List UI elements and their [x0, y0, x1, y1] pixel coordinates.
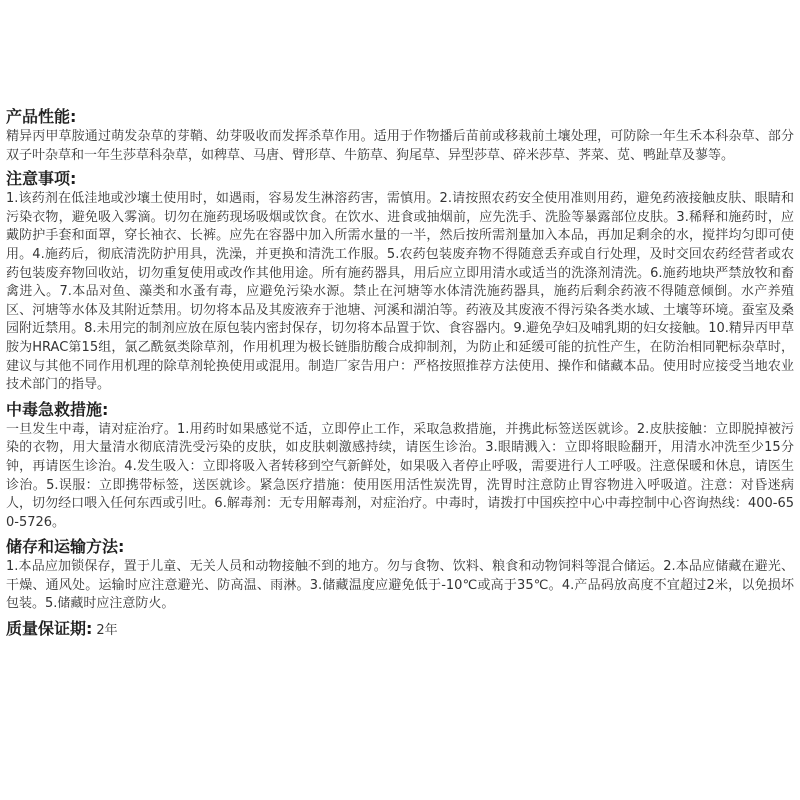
text-precautions: 1.该药剂在低洼地或沙壤土使用时，如遇雨，容易发生淋溶药害，需慎用。2.请按照农药安全使用准则用药，避免药液接触皮肤、眼睛和污染衣物，避免吸入雾滴。切勿在施药现场吸烟或饮食。在饮水、进食或抽烟前，应先洗手、洗脸等暴露部位皮肤。3.稀释和施药时，应戴防护手套和面罩，穿长袖衣、长裤。应先在容器中加入所需水量的一半，然后按所需剂量加入本品，再加足剩余的水，搅拌均匀即可使用。4.施药后，彻底清洗防护用具，洗澡，并更换和清洗工作服。5.农药包装废弃物不得随意丢弃或自行处理，及时交回农药经营者或农药包装废弃物回收站，切勿重复使用或改作其他用途。所有施药器具，用后应立即用清水或适当的洗涤剂清洗。6.施药地块严禁放牧和畜禽进入。7.本品对鱼、藻类和水蚤有毒，应避免污染水源。禁止在河塘等水体清洗施药器具，施药后剩余药液不得随意倾倒。水产养殖区、河塘等水体及其附近禁用。切勿将本品及其废液弃于池塘、河溪和湖泊等。药液及其废液不得污染各类水域、土壤等环境。蚕室及桑园附近禁用。8.未用完的制剂应放在原包装内密封保存，切勿将本品置于饮、食容器内。9.避免孕妇及哺乳期的妇女接触。10.精异丙甲草胺为HRAC第15组，氯乙酰氨类除草剂，作用机理为极长链脂肪酸合成抑制剂，为防止和延缓可能的抗性产生，在防治相同靶标杂草时，建议与其他不同作用机理的除草剂轮换使用或混用。制造厂家告用户：严格按照推荐方法使用、操作和储藏本品。使用时应接受当地农业技术部门的指导。: [6, 191, 794, 393]
section-product-performance: [6, 106, 794, 165]
heading-first-aid: 中毒急救措施:: [6, 399, 109, 419]
section-warranty: [6, 618, 794, 640]
heading-precautions: 注意事项:: [6, 169, 77, 189]
section-first-aid: [6, 399, 794, 533]
warranty-value: 2年: [96, 623, 118, 639]
text-first-aid: 一旦发生中毒，请对症治疗。1.用药时如果感觉不适，立即停止工作，采取急救措施，并携此标签送医就诊。2.皮肤接触：立即脱掉被污染的衣物，用大量清水彻底清洗受污染的皮肤，如皮肤刺激感持续，请医生诊治。3.眼睛溅入：立即将眼睑翻开，用清水冲洗至少15分钟，再请医生诊治。4.发生吸入：立即将吸入者转移到空气新鲜处，如果吸入者停止呼吸，需要进行人工呼吸。注意保暖和休息，请医生诊治。5.误服：立即携带标签，送医就诊。紧急医疗措施：使用医用活性炭洗胃，洗胃时注意防止胃容物进入呼吸道。注意：对昏迷病人，切勿经口喂入任何东西或引吐。6.解毒剂：无专用解毒剂，对症治疗。中毒时，请拨打中国疾控中心中毒控制中心咨询热线：400-650-5726。: [6, 421, 794, 530]
section-storage-transport: [6, 536, 794, 614]
section-precautions: [6, 168, 794, 395]
heading-product-performance: 产品性能:: [6, 107, 77, 126]
heading-warranty: 质量保证期:: [6, 619, 93, 639]
text-product-performance: 精异丙甲草胺通过萌发杂草的芽鞘、幼芽吸收而发挥杀草作用。适用于作物播后苗前或移栽前土壤处理，可防除一年生禾本科杂草、部分双子叶杂草和一年生莎草科杂草，如稗草、马唐、臂形草、牛筋草、狗尾草、异型莎草、碎米莎草、荠菜、苋、鸭趾草及蓼等。: [6, 129, 794, 163]
heading-storage-transport: 储存和运输方法:: [6, 537, 125, 557]
text-storage-transport: 1.本品应加锁保存，置于儿童、无关人员和动物接触不到的地方。勿与食物、饮料、粮食和动物饲料等混合储运。2.本品应储藏在避光、干燥、通风处。运输时应注意避光、防高温、雨淋。3.储藏温度应避免低于-10℃或高于35℃。4.产品码放高度不宜超过2米，以免损坏包装。5.储藏时应注意防火。: [6, 559, 794, 612]
